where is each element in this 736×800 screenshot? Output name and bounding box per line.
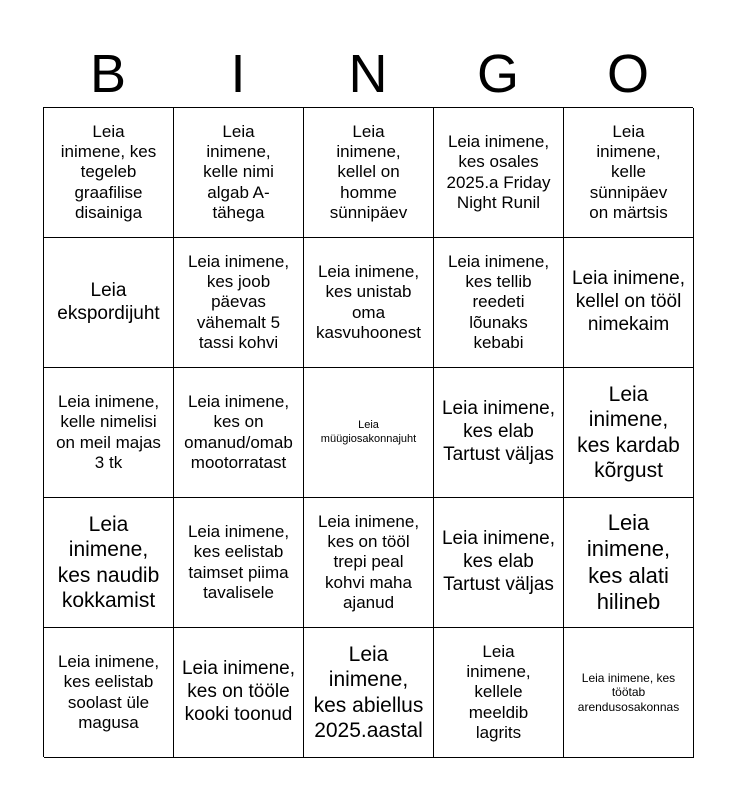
bingo-cell-text: Leia inimene, kelle nimi algab A-tähega bbox=[203, 121, 274, 223]
bingo-cell[interactable] bbox=[44, 368, 174, 498]
bingo-cell[interactable] bbox=[44, 108, 174, 238]
header-letter-o: O bbox=[606, 44, 649, 104]
bingo-cell-text: Leia inimene, kellel on tööl nimekaim bbox=[571, 268, 686, 335]
bingo-cell-text: Leia inimene, kes alati hilineb bbox=[586, 509, 671, 614]
bingo-cell-text: Leia inimene, kes tellib reedeti lõunaks kebabi bbox=[447, 251, 550, 353]
header-letter-g: G bbox=[476, 44, 519, 104]
bingo-cell-text: Leia inimene, kes tegeleb graafilise disainiga bbox=[60, 121, 157, 223]
bingo-cell-text: Leia inimene, kes on tööl trepi peal kohvi maha ajanud bbox=[317, 511, 420, 613]
bingo-cell-text: Leia inimene, kes elab Tartust väljas bbox=[441, 398, 556, 465]
bingo-cell[interactable] bbox=[304, 108, 434, 238]
bingo-cell[interactable] bbox=[434, 238, 564, 368]
bingo-cell-text: Leia inimene, kes eelistab soolast üle magusa bbox=[57, 651, 160, 732]
bingo-cell[interactable] bbox=[174, 368, 304, 498]
bingo-header bbox=[43, 40, 693, 108]
bingo-cell-text: Leia ekspordijuht bbox=[57, 279, 160, 324]
bingo-cell[interactable] bbox=[564, 238, 694, 368]
bingo-cell[interactable] bbox=[564, 628, 694, 758]
header-letter-b: B bbox=[89, 44, 127, 104]
bingo-cell-text: Leia inimene, kelle sünnipäev on märtsis bbox=[589, 121, 668, 223]
bingo-cell[interactable] bbox=[434, 628, 564, 758]
bingo-cell[interactable] bbox=[174, 498, 304, 628]
bingo-cell[interactable] bbox=[434, 498, 564, 628]
bingo-cell[interactable] bbox=[174, 108, 304, 238]
bingo-cell-text: Leia inimene, kes unistab oma kasvuhoonest bbox=[316, 261, 421, 342]
header-letter-n: N bbox=[348, 44, 388, 104]
bingo-cell-text: Leia müügiosakonnajuht bbox=[320, 419, 417, 445]
bingo-cell-text: Leia inimene, kes kardab kõrgust bbox=[577, 383, 680, 482]
bingo-cell-text: Leia inimene, kes joob päevas vähemalt 5 tassi kohvi bbox=[187, 251, 290, 353]
bingo-cell[interactable] bbox=[44, 628, 174, 758]
bingo-cell-text: Leia inimene, kellele meeldib lagrits bbox=[466, 641, 531, 743]
bingo-cell-text: Leia inimene, kelle nimelisi on meil majas 3 tk bbox=[56, 391, 161, 472]
bingo-cell-text: Leia inimene, kellel on homme sünnipäev bbox=[329, 121, 408, 223]
bingo-cell[interactable] bbox=[564, 108, 694, 238]
bingo-cell[interactable] bbox=[304, 368, 434, 498]
bingo-cell[interactable] bbox=[564, 368, 694, 498]
bingo-cell-text: Leia inimene, kes töötab arendusosakonnas bbox=[577, 670, 680, 714]
bingo-cell[interactable] bbox=[564, 498, 694, 628]
bingo-cell[interactable] bbox=[304, 628, 434, 758]
bingo-cell[interactable] bbox=[174, 238, 304, 368]
bingo-cell-text: Leia inimene, kes on omanud/omab mootorratast bbox=[184, 391, 293, 472]
bingo-cell[interactable] bbox=[304, 498, 434, 628]
bingo-cell[interactable] bbox=[434, 108, 564, 238]
bingo-grid bbox=[43, 107, 693, 757]
bingo-cell-text: Leia inimene, kes abiellus 2025.aastal bbox=[313, 643, 424, 742]
bingo-cell[interactable] bbox=[44, 498, 174, 628]
bingo-cell-text: Leia inimene, kes naudib kokkamist bbox=[57, 513, 160, 612]
bingo-cell-text: Leia inimene, kes elab Tartust väljas bbox=[441, 528, 556, 595]
bingo-cell[interactable] bbox=[174, 628, 304, 758]
bingo-cell-text: Leia inimene, kes eelistab taimset piima tavalisele bbox=[187, 521, 290, 602]
bingo-cell[interactable] bbox=[304, 238, 434, 368]
bingo-cell[interactable] bbox=[44, 238, 174, 368]
bingo-cell-text: Leia inimene, kes on tööle kooki toonud bbox=[181, 658, 296, 725]
bingo-cell[interactable] bbox=[434, 368, 564, 498]
bingo-cell-text: Leia inimene, kes osales 2025.a Friday Night Runil bbox=[446, 131, 551, 212]
header-letter-i: I bbox=[230, 44, 246, 104]
